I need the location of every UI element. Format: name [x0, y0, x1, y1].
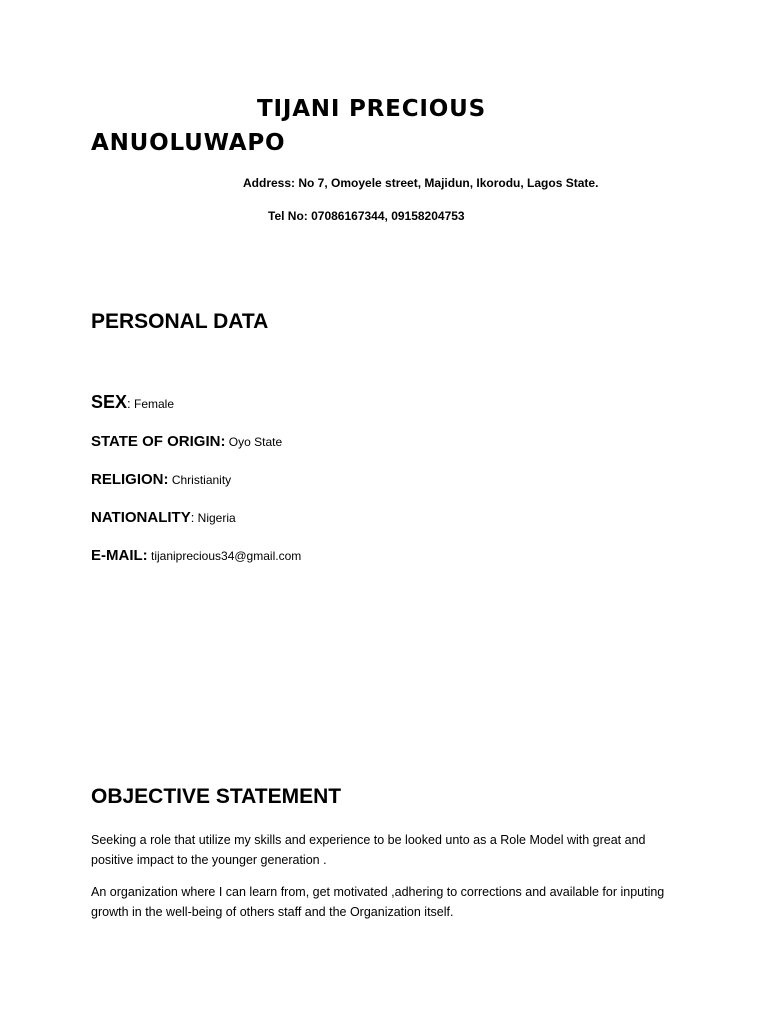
nationality-row — [91, 509, 236, 527]
objective-statement-heading: OBJECTIVE STATEMENT — [91, 785, 342, 808]
religion-row — [91, 471, 231, 489]
sex-label: SEX — [91, 392, 128, 412]
sex-colon: : — [127, 396, 131, 411]
objective-paragraph-2: An organization where I can learn from, get motivated ,adhering to corrections and available for inputing growth in the well-being of others staff and the Organization itself. — [91, 885, 665, 919]
nationality-colon: : — [190, 510, 195, 525]
sex-value: Female — [130, 397, 175, 411]
personal-data-heading: PERSONAL DATA — [91, 310, 269, 333]
state-of-origin-colon: : — [220, 433, 226, 450]
sex-row — [91, 392, 174, 413]
telephone-line: Tel No: 07086167344, 09158204753 — [268, 209, 465, 223]
email-value: tijaniprecious34@gmail.com — [147, 549, 302, 563]
address-line: Address: No 7, Omoyele street, Majidun, Ikorodu, Lagos State. — [243, 176, 599, 190]
state-of-origin-value: Oyo State — [225, 435, 283, 449]
email-label: E-MAIL: — [91, 547, 148, 564]
email-row — [91, 547, 301, 565]
state-of-origin-label: STATE OF ORIGIN — [91, 433, 221, 450]
religion-value: Christianity — [168, 473, 232, 487]
nationality-label: NATIONALITY — [91, 509, 191, 526]
religion-label: RELIGION: — [91, 471, 169, 488]
applicant-name: TIJANI PRECIOUS ANUOLUWAPO — [91, 96, 486, 156]
state-of-origin-row — [91, 433, 282, 451]
nationality-value: Nigeria — [194, 511, 236, 525]
objective-paragraph-1: Seeking a role that utilize my skills and experience to be looked unto as a Role Model with great and positive impact to the younger generation . — [91, 833, 646, 867]
